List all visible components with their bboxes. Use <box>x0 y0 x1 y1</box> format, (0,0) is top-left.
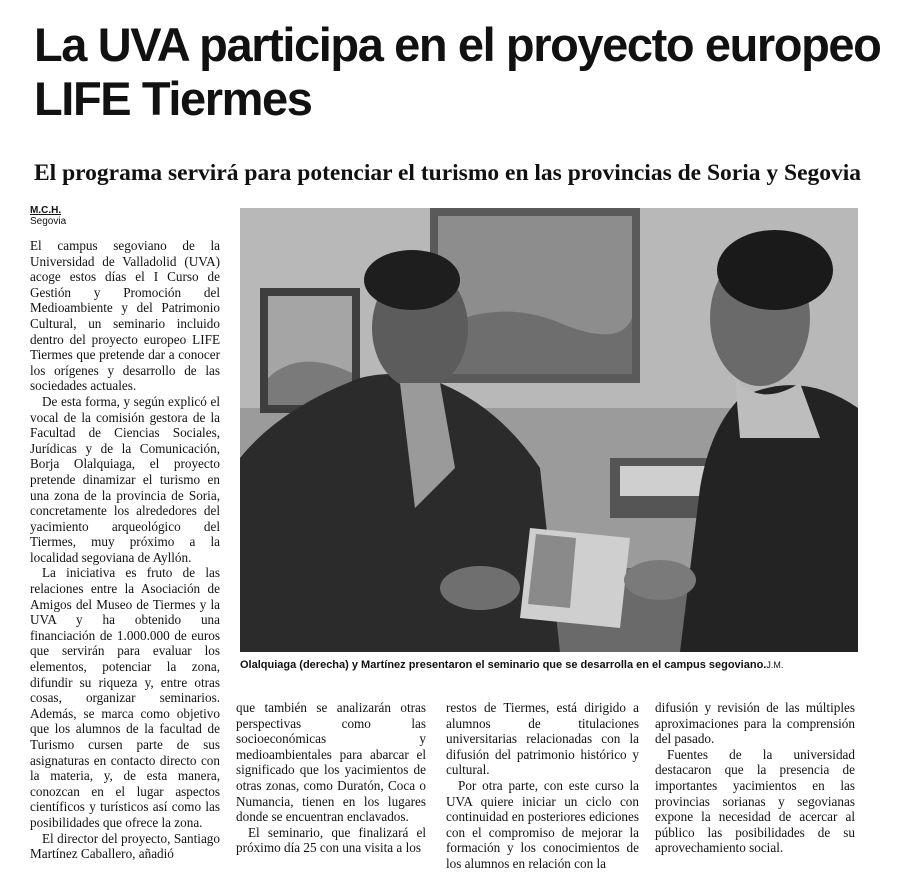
news-photo <box>240 208 858 652</box>
paragraph: El director del proyecto, Santiago Martínez Caballero, añadió <box>30 830 220 862</box>
article-column-1 <box>30 238 220 863</box>
article-column-3 <box>446 700 639 871</box>
byline <box>30 205 230 227</box>
paragraph: El seminario, que finalizará el próximo día 25 con una visita a los <box>236 824 426 856</box>
paragraph: difusión y revisión de las múltiples aproximaciones para la comprensión del pasado. <box>655 700 855 747</box>
paragraph: La iniciativa es fruto de las relaciones entre la Asociación de Amigos del Museo de Tiermes y la UVA y ha obtenido una financiación de 1.000.000 de euros que servirán para evaluar los elementos, potenciar la zona, difundir su riqueza y, entre otras cosas, organizar seminarios. Además, se marca como objetivo que los alumnos de la facultad de Turismo cursen parte de sus asignaturas en contacto directo con la materia, y, de esta manera, conozcan en el lugar aspectos científicos y turísticos así como las posibilidades que ofrece la zona. <box>30 565 220 830</box>
paragraph: Por otra parte, con este curso la UVA quiere iniciar un ciclo con continuidad en posteriores ediciones con el compromiso de mejorar la formación y los conocimientos de los alumnos en relación con la <box>446 777 639 871</box>
paragraph: El campus segoviano de la Universidad de Valladolid (UVA) acoge estos días el I Curso de Gestión y Promoción del Medioambiente y del Patrimonio Cultural, un seminario incluido dentro del proyecto europeo LIFE Tiermes que pretende dar a conocer los orígenes y desarrollo de las sociedades actuales. <box>30 238 220 394</box>
paragraph: De esta forma, y según explicó el vocal de la comisión gestora de la Facultad de Ciencias Sociales, Jurídicas y de la Comunicación, Borja Olalquiaga, el proyecto pretende dinamizar el turismo en una zona de la provincia de Soria, concretamente los alrededores del yacimiento arqueológico del Tiermes, muy próximo a la localidad segoviana de Ayllón. <box>30 393 220 565</box>
byline-location: Segovia <box>30 216 67 227</box>
caption-text: Olalquiaga (derecha) y Martínez presentaron el seminario que se desarrolla en el campus segoviano. <box>240 659 767 671</box>
article-column-4 <box>655 700 855 865</box>
photo-caption <box>240 658 880 672</box>
paragraph: Fuentes de la universidad destacaron que la presencia de importantes yacimientos en las provincias sorianas y segovianas expone la necesidad de acercar al público las posibilidades de su aprovechamiento social. <box>655 746 855 856</box>
paragraph: restos de Tiermes, está dirigido a alumnos de titulaciones universitarias relacionadas con la difusión del patrimonio histórico y cultural. <box>446 700 639 778</box>
article-column-2 <box>236 700 426 865</box>
headline: La UVA participa en el proyecto europeo LIFE Tiermes <box>34 18 881 125</box>
photo-credit: J.M. <box>766 660 784 670</box>
photo-illustration <box>240 208 858 652</box>
byline-author: M.C.H. <box>30 205 62 216</box>
subheadline: El programa servirá para potenciar el turismo en las provincias de Soria y Segovia <box>34 160 862 186</box>
paragraph: que también se analizarán otras perspectivas como las socioeconómicas y medioambientales para abarcar el significado que los yacimientos de otras zonas, como Duratón, Coca o Numancia, tienen en los lugares donde se encuentran enclavados. <box>236 700 426 825</box>
